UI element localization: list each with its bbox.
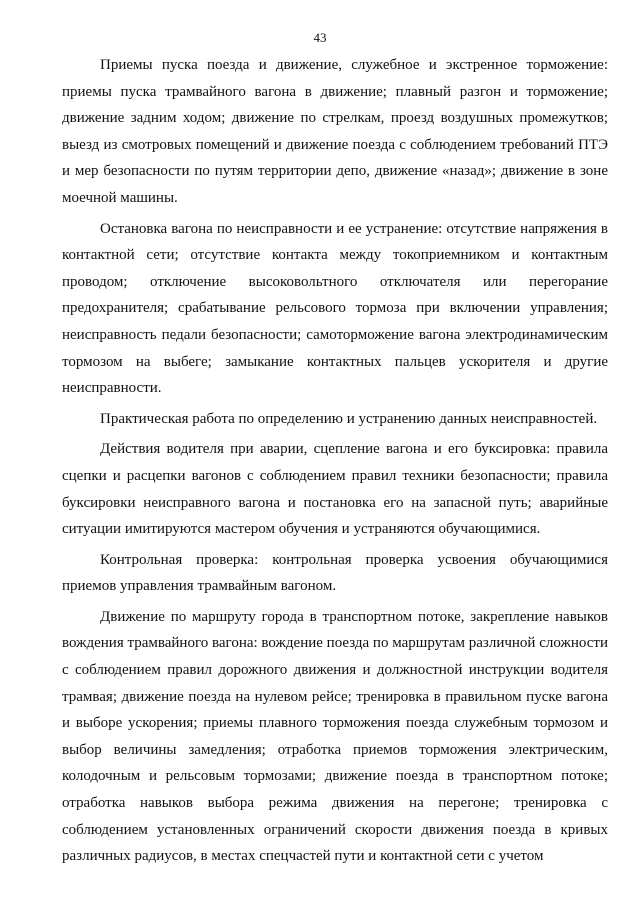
paragraph-city-route-driving: Движение по маршруту города в транспортном потоке, закрепление навыков вождения трамвайного вагона: вождение поезда по маршрутам различной сложности с соблюдением правил дорожного движения и должностной инструкции водителя трамвая; движение поезда на нулевом рейсе; тренировка в правильном пуске вагона и выборе ускорения; приемы плавного торможения поезда служебным тормозом и выбор величины замедления; отработка приемов торможения электрическим, колодочным и рельсовым тормозами; движение поезда в транспортном потоке; отработка навыков выбора режима движения на перегоне; тренировка с соблюдением установленных ограничений скорости движения поезда в кривых различных радиусов, в местах спецчастей пути и контактной сети с учетом [62, 608, 608, 865]
document-body [62, 52, 608, 874]
paragraph-accident-towing: Действия водителя при аварии, сцепление вагона и его буксировка: правила сцепки и расцепки вагонов с соблюдением правил техники безопасности; правила буксировки неисправного вагона и постановка его на запасной путь; аварийные ситуации имитируются мастером обучения и устраняются обучающимися. [62, 441, 608, 538]
paragraph-practical-work: Практическая работа по определению и устранению данных неисправностей. [100, 410, 598, 427]
paragraph-train-start-and-braking: Приемы пуска поезда и движение, служебное и экстренное торможение: приемы пуска трамвайного вагона в движение; плавный разгон и торможение; движение задним ходом; движение по стрелкам, проезд воздушных промежутков; выезд из смотровых помещений и движение поезда с соблюдением требований ПТЭ и мер безопасности по путям территории депо, движение «назад»; движение в зоне моечной машины. [62, 57, 608, 206]
paragraph-fault-stop: Остановка вагона по неисправности и ее устранение: отсутствие напряжения в контактной сети; отсутствие контакта между токоприемником и контактным проводом; отключение высоковольтного отключателя или перегорание предохранителя; срабатывание рельсового тормоза при включении управления; неисправность педали безопасности; самоторможение вагона электродинамическим тормозом на выбеге; замыкание контактных пальцев ускорителя и другие неисправности. [62, 220, 608, 397]
page-number: 43 [313, 30, 327, 45]
paragraph-control-check: Контрольная проверка: контрольная проверка усвоения обучающимися приемов управления трамвайным вагоном. [62, 551, 608, 595]
